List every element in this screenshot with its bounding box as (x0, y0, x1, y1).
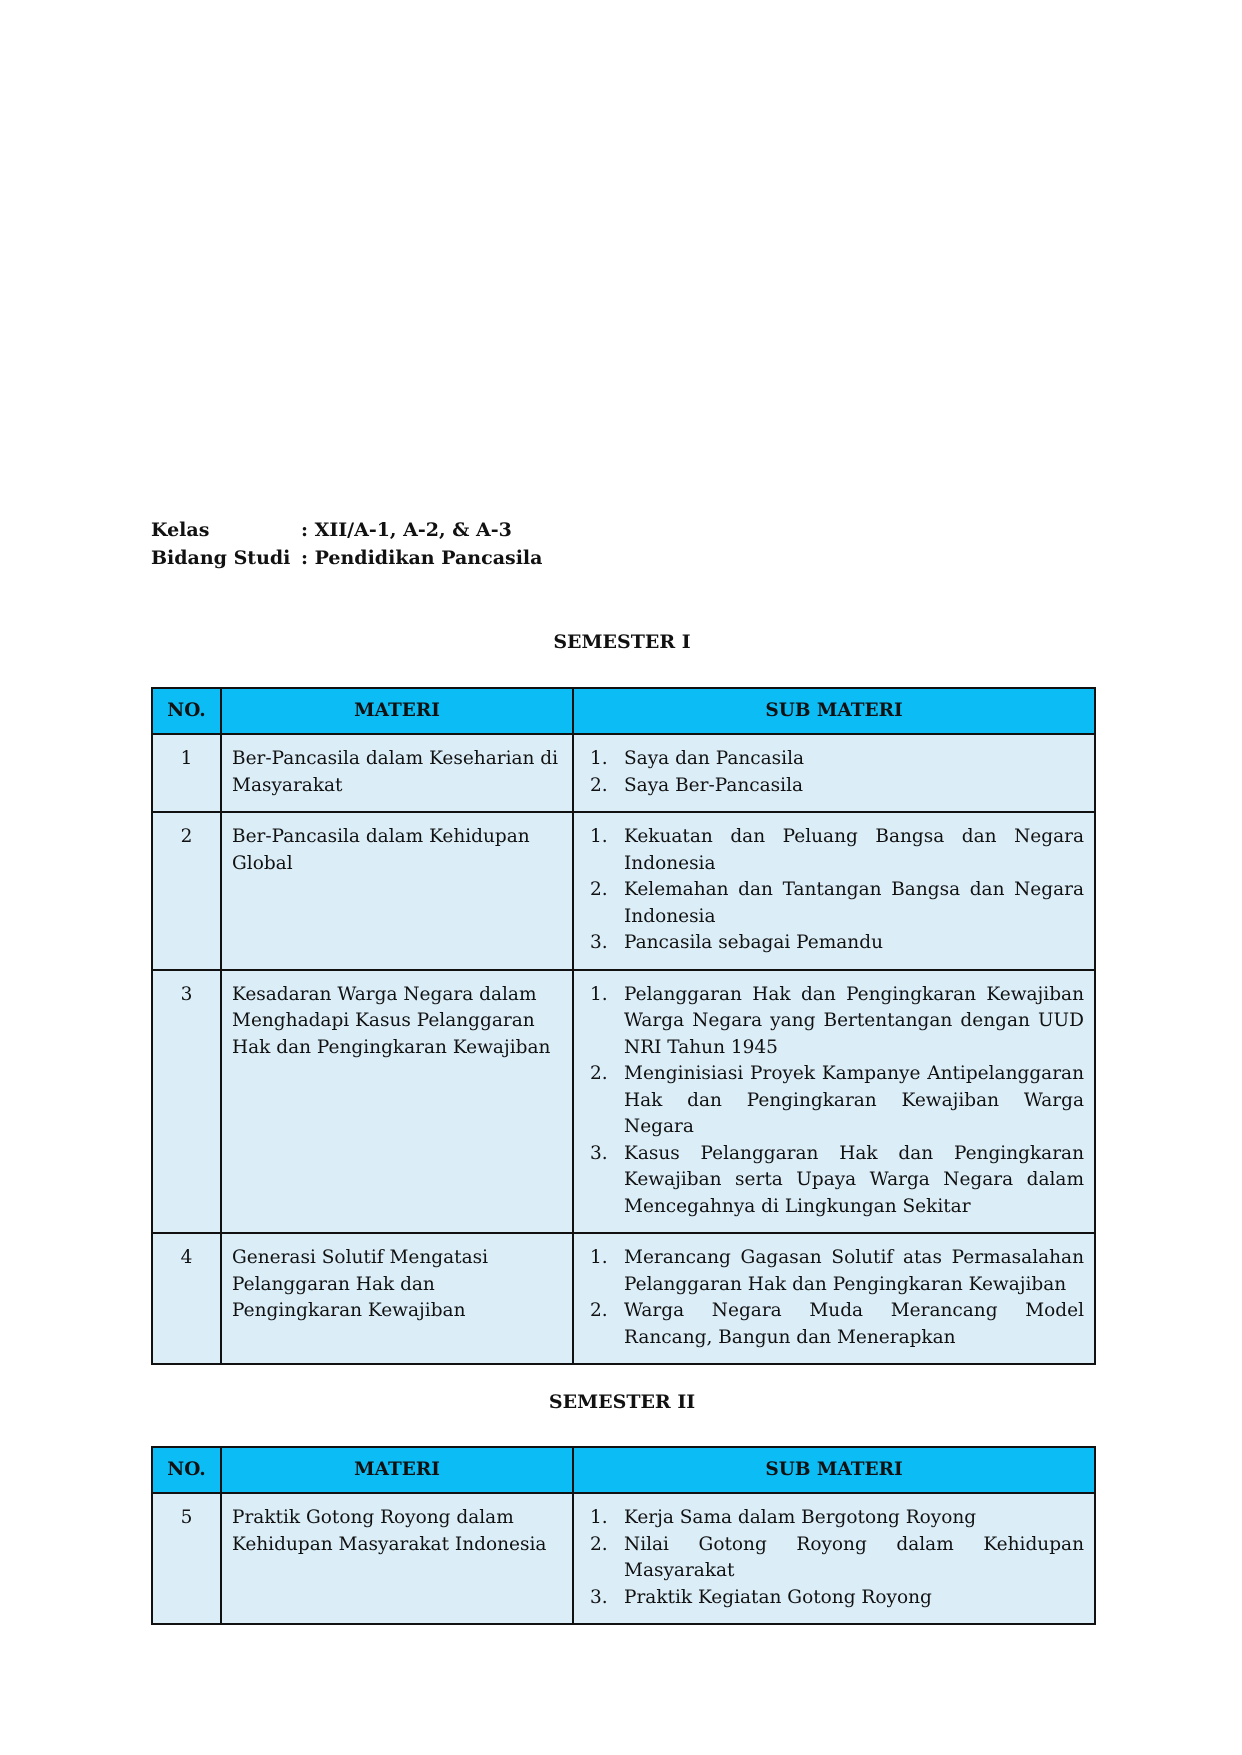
sub-materi-number: 2. (590, 1533, 608, 1555)
bidang-studi-value: : Pendidikan Pancasila (301, 547, 543, 569)
sub-materi-item (584, 746, 1084, 773)
sub-materi-text: Nilai Gotong Royong dalam Kehidupan Masyarakat (624, 1533, 1084, 1581)
semester-1-title: SEMESTER I (553, 631, 691, 653)
sub-materi-text: Merancang Gagasan Solutif atas Permasalahan Pelanggaran Hak dan Pengingkaran Kewajiban (624, 1247, 1084, 1295)
materi-cell: Kesadaran Warga Negara dalam Menghadapi Kasus Pelanggaran Hak dan Pengingkaran Kewajiban (221, 970, 573, 1234)
sub-materi-text: Pelanggaran Hak dan Pengingkaran Kewajiban Warga Negara yang Bertentangan dengan UUD NRI Tahun 1945 (624, 983, 1084, 1058)
sub-materi-item (584, 1505, 1084, 1532)
sub-materi-item (584, 1298, 1084, 1351)
sub-materi-text: Praktik Kegiatan Gotong Royong (624, 1586, 932, 1608)
sub-materi-list (584, 1245, 1084, 1351)
row-number: 1 (152, 734, 221, 812)
table-header-row (152, 688, 1095, 734)
sub-materi-number: 2. (590, 1063, 608, 1084)
semester-2-table (151, 1446, 1096, 1625)
sub-materi-item (584, 1585, 1084, 1612)
row-number: 4 (152, 1233, 221, 1364)
sub-materi-list (584, 1505, 1084, 1611)
column-header-materi: MATERI (221, 1447, 573, 1493)
column-header-sub-materi: SUB MATERI (573, 688, 1095, 734)
sub-materi-text: Saya dan Pancasila (624, 748, 805, 769)
sub-materi-number: 1. (590, 1247, 608, 1268)
materi-cell: Ber-Pancasila dalam Keseharian di Masyarakat (221, 734, 573, 812)
sub-materi-text: Kerja Sama dalam Bergotong Royong (624, 1507, 977, 1528)
sub-materi-item (584, 930, 1084, 957)
sub-materi-number: 1. (590, 826, 608, 847)
sub-materi-text: Menginisiasi Proyek Kampanye Antipelanggaran Hak dan Pengingkaran Kewajiban Warga Negara (624, 1063, 1084, 1137)
sub-materi-cell (573, 1493, 1095, 1624)
sub-materi-number: 1. (590, 983, 608, 1005)
sub-materi-item (584, 1532, 1084, 1585)
row-number: 3 (152, 970, 221, 1234)
kelas-value: : XII/A-1, A-2, & A-3 (301, 519, 512, 541)
table-row (152, 734, 1095, 812)
sub-materi-cell (573, 812, 1095, 970)
sub-materi-list (584, 982, 1084, 1221)
sub-materi-number: 2. (590, 774, 608, 796)
row-number: 2 (152, 812, 221, 970)
column-header-no: NO. (152, 688, 221, 734)
column-header-no: NO. (152, 1447, 221, 1493)
table-row (152, 1233, 1095, 1364)
sub-materi-list (584, 746, 1084, 799)
sub-materi-number: 2. (590, 1300, 608, 1321)
table-row (152, 1493, 1095, 1624)
sub-materi-item (584, 877, 1084, 930)
sub-materi-list (584, 824, 1084, 957)
sub-materi-number: 1. (590, 748, 608, 769)
semester-1-table (151, 687, 1096, 1365)
sub-materi-text: Warga Negara Muda Merancang Model Rancang, Bangun dan Menerapkan (624, 1300, 1084, 1348)
sub-materi-text: Kekuatan dan Peluang Bangsa dan Negara Indonesia (624, 826, 1084, 874)
materi-cell: Praktik Gotong Royong dalam Kehidupan Masyarakat Indonesia (221, 1493, 573, 1624)
semester-2-title: SEMESTER II (548, 1391, 696, 1413)
column-header-sub-materi: SUB MATERI (573, 1447, 1095, 1493)
sub-materi-item (584, 982, 1084, 1062)
kelas-label: Kelas (151, 519, 210, 541)
column-header-materi: MATERI (221, 688, 573, 734)
bidang-studi-row (151, 544, 542, 572)
sub-materi-number: 3. (590, 1586, 608, 1608)
table-row (152, 812, 1095, 970)
sub-materi-text: Kelemahan dan Tantangan Bangsa dan Negara Indonesia (624, 879, 1084, 927)
semester-2-table-body (152, 1493, 1095, 1624)
sub-materi-item (584, 1141, 1084, 1221)
sub-materi-item (584, 824, 1084, 877)
sub-materi-text: Kasus Pelanggaran Hak dan Pengingkaran Kewajiban serta Upaya Warga Negara dalam Mencegahnya di Lingkungan Sekitar (624, 1142, 1084, 1217)
materi-cell: Ber-Pancasila dalam Kehidupan Global (221, 812, 573, 970)
sub-materi-cell (573, 970, 1095, 1234)
sub-materi-cell (573, 734, 1095, 812)
sub-materi-cell (573, 1233, 1095, 1364)
semester-1-table-body (152, 734, 1095, 1364)
row-number: 5 (152, 1493, 221, 1624)
table-header-row (152, 1447, 1095, 1493)
sub-materi-number: 1. (590, 1507, 608, 1528)
sub-materi-number: 3. (590, 932, 608, 953)
kelas-row (151, 516, 542, 544)
sub-materi-text: Saya Ber-Pancasila (624, 774, 804, 796)
sub-materi-number: 2. (590, 879, 608, 900)
sub-materi-number: 3. (590, 1142, 608, 1164)
class-info (151, 516, 542, 572)
sub-materi-item (584, 1245, 1084, 1298)
sub-materi-text: Pancasila sebagai Pemandu (624, 932, 883, 953)
table-row (152, 970, 1095, 1234)
bidang-studi-label: Bidang Studi (151, 547, 291, 569)
sub-materi-item (584, 773, 1084, 800)
materi-cell: Generasi Solutif Mengatasi Pelanggaran Hak dan Pengingkaran Kewajiban (221, 1233, 573, 1364)
sub-materi-item (584, 1061, 1084, 1141)
